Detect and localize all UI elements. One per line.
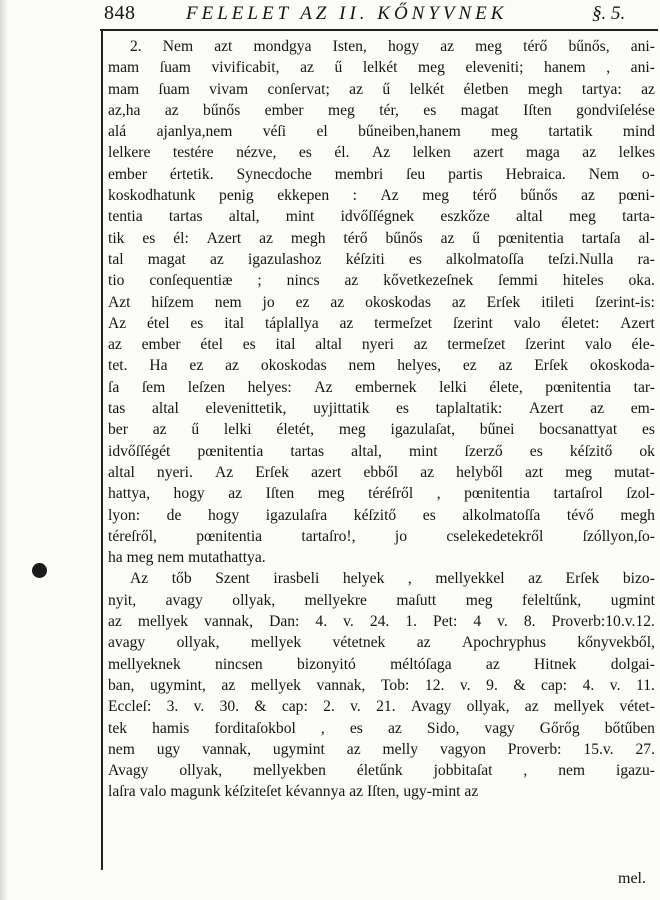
text-line: tet. Ha ez az okoskodas nem helyes, ez az Erſek okoskoda- <box>108 357 655 375</box>
text-line: ſa ſem leſzen helyes: Az embernek lelki élete, pœnitentia tar- <box>108 378 655 396</box>
text-line: az mellyek vannak, Dan: 4. v. 24. 1. Pet: 4 v. 8. Proverb:10.v.12. <box>108 613 655 631</box>
text-line: nyit, avagy ollyak, mellyekre maſutt meg feleltűnk, ugmint <box>108 591 655 609</box>
running-title: FELELET AZ II. KŐNYVNEK <box>186 3 508 24</box>
text-line: nem ugy vannak, ugymint az melly vagyon Proverb: 15.v. 27. <box>108 740 655 758</box>
text-line: Az étel es ital táplallya az termeſzet ſzerint valo életet: Azert <box>108 314 655 332</box>
text-line: 2. Nem azt mondgya Isten, hogy az meg térő bűnős, ani- <box>130 38 655 55</box>
margin-rule <box>101 30 103 870</box>
text-line: tentia tartas altal, mint idvőſſégnek eszkőze altal meg tarta- <box>108 208 655 226</box>
page-number: 848 <box>104 2 136 24</box>
text-line: tek hamis forditaſokbol , es az Sido, vagy Gőrőg bőtűben <box>108 719 655 737</box>
text-line: laſra valo magunk kéſziteſet kévannya az Iſten, ugy-mint az <box>108 783 479 801</box>
text-line: tal magat az igazulashoz kéſziti es alkolmatoſſa teſzi.Nulla ra- <box>108 250 655 268</box>
section-mark: §. 5. <box>592 3 626 24</box>
text-line: Azt hiſzem nem jo ez az okoskodas az Erſek itileti ſzerint-is: <box>108 293 655 311</box>
text-line: idvőſſégét pœnitentia tartas altal, mint ſzerző es kéſzitő ok <box>108 442 655 460</box>
text-line: lelkere testére nézve, es él. Az lelken azert maga az lelkes <box>108 144 655 162</box>
text-line: ember értetik. Synecdoche membri ſeu partis Hebraica. Nem o- <box>108 165 655 183</box>
text-line: ber az ű lelki életét, meg igazulaſat, bűnei bocsanattyat es <box>108 421 655 439</box>
text-line: lyon: de hogy igazulaſra kéſzitő es alkolmatoſſa tévő megh <box>108 506 655 524</box>
text-line: alá ajanlya,nem véſi el bűneiben,hanem meg tartatik mind <box>108 123 655 141</box>
text-line: Eccleſ: 3. v. 30. & cap: 2. v. 21. Avagy ollyak, az mellyek vétet- <box>108 698 655 716</box>
ink-blot <box>32 563 47 578</box>
text-line: ha meg nem mutathattya. <box>108 549 266 567</box>
text-line: az,ha az bűnős ember meg tér, es magat Iſten gondviſelése <box>108 101 655 119</box>
text-line: koskodhatunk penig ekkepen : Az meg térő bűnős az pœni- <box>108 187 655 205</box>
text-line: mam ſuam vivam conſervat; az ű lelkét életben megh tartya: az <box>108 80 655 98</box>
header-rule <box>100 29 658 31</box>
text-line: mellyeknek nincsen bizonyitó méltóſaga az Hitnek dolgai- <box>108 655 655 673</box>
catchword: mel. <box>618 870 646 887</box>
text-line: tas altal elevenittetik, uyjittatik es taplaltatik: Azert az em- <box>108 400 655 418</box>
body-text <box>108 36 655 803</box>
text-line: tik es él: Azert az megh térő bűnős az ű pœnitentia tartaſa al- <box>108 229 655 247</box>
page-edge-shadow <box>0 0 8 900</box>
text-line: ban, ugymint, az mellyek vannak, Tob: 12. v. 9. & cap: 4. v. 11. <box>108 676 655 694</box>
text-line: avagy ollyak, mellyek vétetnek az Apochryphus kőnyvekből, <box>108 634 655 652</box>
text-line: az ember étel es ital altal nyeri az termeſzet ſzerint valo éle- <box>108 336 655 354</box>
text-line: hattya, hogy az Iſten meg téréſről , pœnitentia tartaſrol ſzol- <box>108 485 655 503</box>
text-line: Avagy ollyak, mellyekben életűnk jobbitaſat , nem igazu- <box>108 762 655 780</box>
text-line: tio conſequentiæ ; nincs az kővetkezeſnek ſemmi hiteles oka. <box>108 272 655 290</box>
text-line: téreſről, pœnitentia tartaſro!, jo cselekedetekről ſzóllyon,ſo- <box>108 527 655 545</box>
text-line: mam ſuam vivificabit, az ű lelkét meg eleveniti; hanem , ani- <box>108 59 655 77</box>
text-line: Az tőb Szent irasbeli helyek , mellyekkel az Erſek bizo- <box>130 570 655 588</box>
text-line: altal nyeri. Az Erſek azert ebből az helyből azt meg mutat- <box>108 463 655 481</box>
